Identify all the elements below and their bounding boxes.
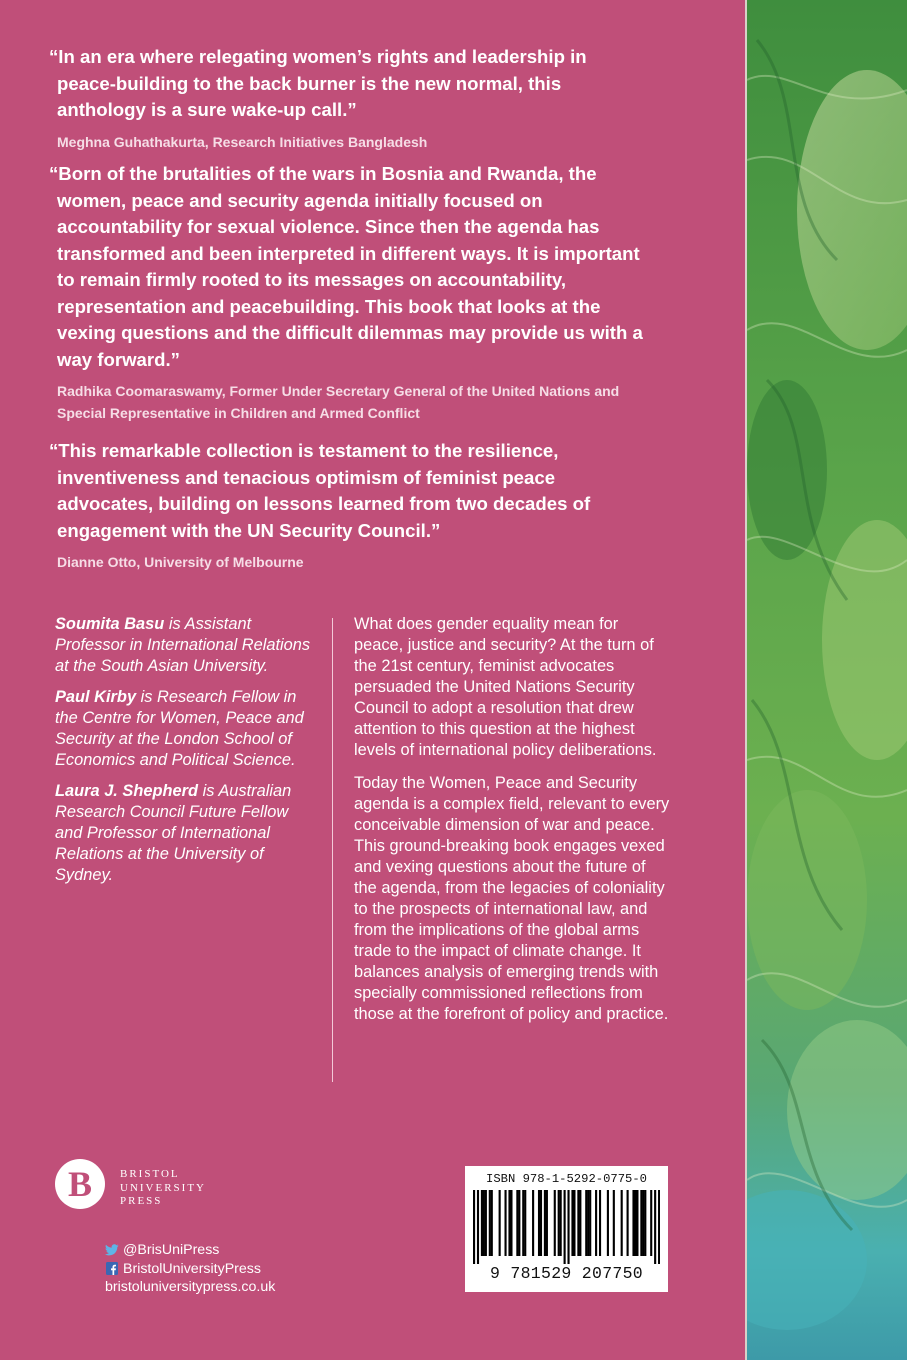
barcode-bar <box>627 1190 629 1256</box>
barcode-bar <box>485 1190 487 1256</box>
barcode-bar <box>595 1190 597 1256</box>
quote-text: “This remarkable collection is testament to the resilience, inventiveness and tenacious optimism of feminist peace advocates, building on lessons learned from two decades of engagement with the UN Security Council.” <box>49 440 591 541</box>
barcode-bar <box>654 1190 656 1264</box>
barcode-bar <box>636 1190 638 1256</box>
editor-description: is Research Fellow in the Centre for Women, Peace and Security at the London School of Economics and Political Science. <box>55 688 304 769</box>
barcode-bar <box>658 1190 660 1264</box>
editor-name: Paul Kirby <box>55 688 137 706</box>
barcode-bar <box>510 1190 512 1256</box>
barcode-bars-icon <box>473 1190 660 1264</box>
barcode-bar <box>522 1190 524 1256</box>
barcode-bar <box>634 1190 636 1256</box>
quote-text: “In an era where relegating women’s rights and leadership in peace-building to the back burner is the new normal, this anthology is a sure wake-up call.” <box>49 46 587 120</box>
barcode-bar <box>564 1190 566 1264</box>
editor-bios <box>55 614 320 896</box>
barcode-bar <box>518 1190 520 1256</box>
website-row <box>105 1278 275 1297</box>
website-link[interactable]: bristoluniversitypress.co.uk <box>105 1279 276 1295</box>
facebook-row <box>105 1260 275 1279</box>
editor-bio <box>55 687 320 771</box>
bristol-b-logo-icon <box>54 1158 106 1210</box>
publisher-name <box>120 1168 260 1209</box>
barcode-bar <box>607 1190 609 1256</box>
barcode-bar <box>483 1190 485 1256</box>
endorsement-quote <box>49 44 649 153</box>
barcode-bar <box>532 1190 534 1256</box>
barcode-bar <box>477 1190 479 1264</box>
barcode-bar <box>491 1190 493 1256</box>
barcode-bar <box>573 1190 575 1256</box>
barcode-bar <box>489 1190 491 1256</box>
twitter-handle[interactable]: @BrisUniPress <box>123 1242 220 1258</box>
barcode-bar <box>642 1190 644 1256</box>
barcode-bar <box>577 1190 579 1256</box>
barcode-bar <box>481 1190 483 1256</box>
barcode-bar <box>540 1190 542 1256</box>
barcode-bar <box>640 1190 642 1256</box>
facebook-page[interactable]: BristolUniversityPress <box>123 1260 261 1277</box>
description-paragraph: Today the Women, Peace and Security agenda is a complex field, relevant to every conceivable dimension of war and peace. This ground-breaking book engages vexed and vexing questions about the future of the agenda, from the legacies of coloniality to the prospects of international law, and from the implications of the global arms trade to the impact of climate change. It balances analysis of emerging trends with specially commissioned reflections from those at the forefront of policy and practice. <box>354 774 670 1023</box>
publisher-name-line: BRISTOL <box>120 1168 180 1180</box>
barcode-bar <box>621 1190 623 1256</box>
barcode-bar <box>650 1190 652 1256</box>
quote-attribution: Meghna Guhathakurta, Research Initiatives Bangladesh <box>57 133 428 150</box>
endorsement-quote <box>49 438 649 573</box>
editor-name: Soumita Basu <box>55 615 165 633</box>
publisher-name-line: PRESS <box>120 1195 163 1207</box>
barcode-bar <box>544 1190 546 1256</box>
barcode-bar <box>499 1190 501 1256</box>
barcode-bar <box>504 1190 506 1256</box>
twitter-row <box>105 1241 275 1260</box>
barcode-digits: 9 781529 207750 <box>489 1264 644 1283</box>
isbn-barcode <box>465 1166 668 1292</box>
barcode-bar <box>579 1190 581 1256</box>
publisher-name-line: UNIVERSITY <box>120 1181 206 1194</box>
barcode-bar <box>589 1190 591 1256</box>
barcode-bar <box>587 1190 589 1256</box>
barcode-bar <box>560 1190 562 1256</box>
twitter-bird-icon <box>105 1244 119 1256</box>
isbn-label: ISBN 978-1-5292-0775-0 <box>486 1172 647 1186</box>
barcode-bar <box>538 1190 540 1256</box>
barcode-bar <box>585 1190 587 1256</box>
barcode-bar <box>567 1190 569 1264</box>
barcode-bar <box>508 1190 510 1256</box>
barcode-bar <box>554 1190 556 1256</box>
barcode-bar <box>516 1190 518 1256</box>
publisher-contacts <box>105 1241 275 1297</box>
quote-attribution: Dianne Otto, University of Melbourne <box>57 554 304 570</box>
endorsement-quote <box>49 161 649 424</box>
barcode-bar <box>632 1190 634 1256</box>
barcode-bar <box>558 1190 560 1256</box>
quote-attribution: Radhika Coomaraswamy, Former Under Secretary General of the United Nations and Special Representative in Children and Armed Conflict <box>57 383 620 421</box>
book-description <box>354 614 670 1037</box>
cover-artwork <box>747 0 907 1360</box>
editor-description: is Assistant Professor in International Relations at the South Asian University. <box>55 615 311 675</box>
editor-bio <box>55 781 320 886</box>
editor-name: Laura J. Shepherd <box>55 782 199 800</box>
barcode-bar <box>571 1190 573 1256</box>
editor-description: is Australian Research Council Future Fellow and Professor of International Relations at the University of Sydney. <box>55 782 292 884</box>
barcode-bar <box>613 1190 615 1256</box>
barcode-bar <box>644 1190 646 1256</box>
barcode-bar <box>546 1190 548 1256</box>
description-paragraph: What does gender equality mean for peace, justice and security? At the turn of the 21st century, feminist advocates persuaded the United Nations Security Council to adopt a resolution that drew attention to this question at the highest levels of international policy deliberations. <box>354 615 657 759</box>
editor-bio <box>55 614 320 677</box>
column-divider <box>332 618 333 1082</box>
facebook-f-icon <box>105 1262 119 1275</box>
barcode-bar <box>599 1190 601 1256</box>
quote-text: “Born of the brutalities of the wars in Bosnia and Rwanda, the women, peace and security agenda initially focused on accountability for sexual violence. Since then the agenda has transformed and been interpreted in different ways. It is important to remain firmly rooted to its messages on accountability, representation and peacebuilding. This book that looks at the vexing questions and the difficult dilemmas may provide us with a way forward.” <box>49 163 643 370</box>
barcode-bar <box>473 1190 475 1264</box>
logo-letter: B <box>67 1164 93 1204</box>
green-painted-texture <box>747 0 907 1360</box>
barcode-bar <box>524 1190 526 1256</box>
